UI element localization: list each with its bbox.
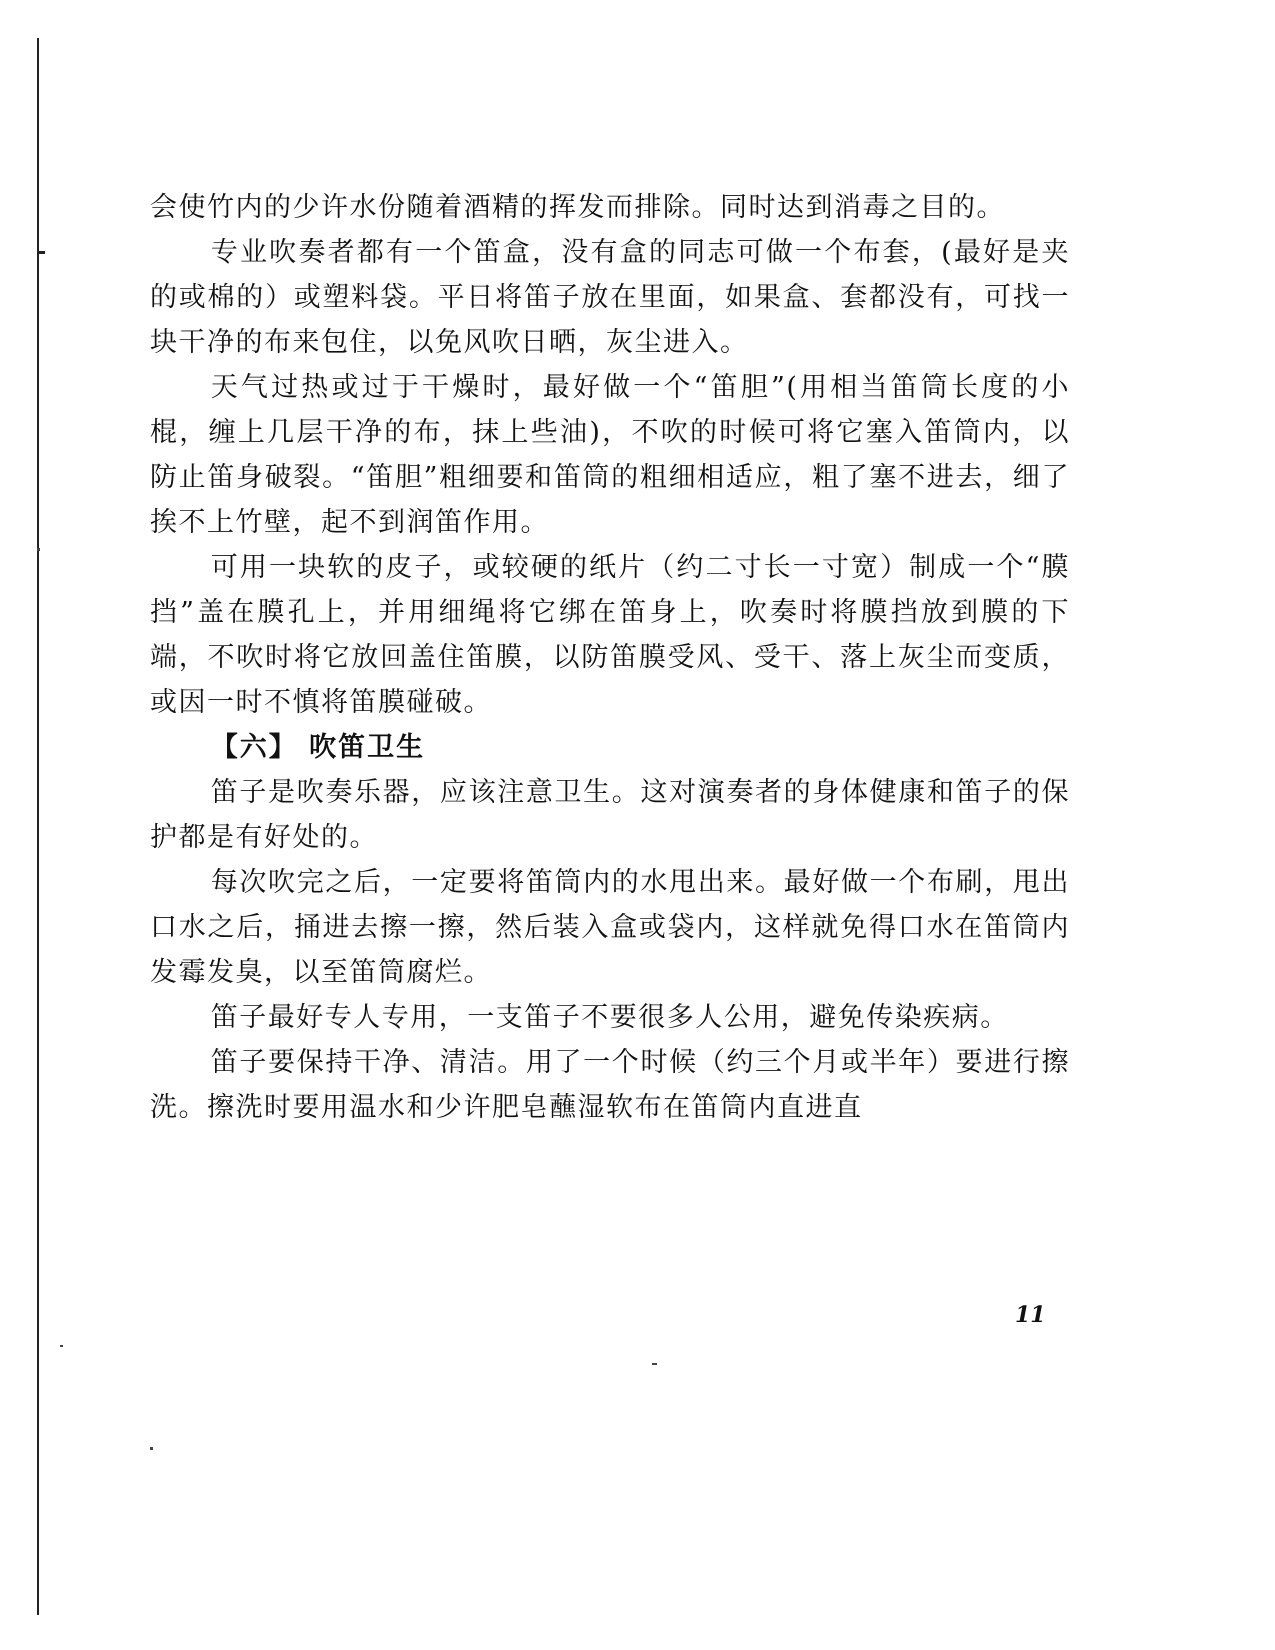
- body-paragraph: 笛子要保持干净、清洁。用了一个时候（约三个月或半年）要进行擦洗。擦洗时要用温水和少许肥皂蘸湿软布在笛筒内直进直: [150, 1047, 1070, 1123]
- body-paragraph: 笛子是吹奏乐器，应该注意卫生。这对演奏者的身体健康和笛子的保护都是有好处的。: [150, 777, 1070, 853]
- page-body: [150, 185, 1070, 1130]
- binding-edge-line: [37, 38, 39, 1615]
- scan-speck: [37, 548, 40, 551]
- scan-speck: [652, 1363, 657, 1365]
- body-paragraph-continued: 会使竹内的少许水份随着酒精的挥发而排除。同时达到消毒之目的。: [150, 192, 1005, 223]
- page-number: 11: [1015, 1302, 1046, 1328]
- body-paragraph: 专业吹奏者都有一个笛盒，没有盒的同志可做一个布套，(最好是夹的或棉的）或塑料袋。平日将笛子放在里面，如果盒、套都没有，可找一块干净的布来包住，以免风吹日晒，灰尘进入。: [150, 237, 1070, 358]
- section-heading: 【六】 吹笛卫生: [210, 732, 426, 763]
- body-paragraph: 天气过热或过于干燥时，最好做一个“笛胆”(用相当笛筒长度的小棍，缠上几层干净的布，抹上些油)，不吹的时候可将它塞入笛筒内，以防止笛身破裂。“笛胆”粗细要和笛筒的粗细相适应，粗了塞不进去，细了挨不上竹壁，起不到润笛作用。: [150, 372, 1070, 538]
- binding-edge-mark: [37, 251, 45, 254]
- scan-speck: [60, 1345, 63, 1347]
- scan-speck: [150, 1447, 153, 1450]
- body-paragraph: 每次吹完之后，一定要将笛筒内的水甩出来。最好做一个布刷，甩出口水之后，捅进去擦一擦，然后装入盒或袋内，这样就免得口水在笛筒内发霉发臭，以至笛筒腐烂。: [150, 867, 1070, 988]
- body-paragraph: 可用一块软的皮子，或较硬的纸片（约二寸长一寸宽）制成一个“膜挡”盖在膜孔上，并用细绳将它绑在笛身上，吹奏时将膜挡放到膜的下端，不吹时将它放回盖住笛膜，以防笛膜受风、受干、落上灰尘而变质，或因一时不慎将笛膜碰破。: [150, 552, 1070, 718]
- body-paragraph: 笛子最好专人专用，一支笛子不要很多人公用，避免传染疾病。: [210, 1002, 1009, 1033]
